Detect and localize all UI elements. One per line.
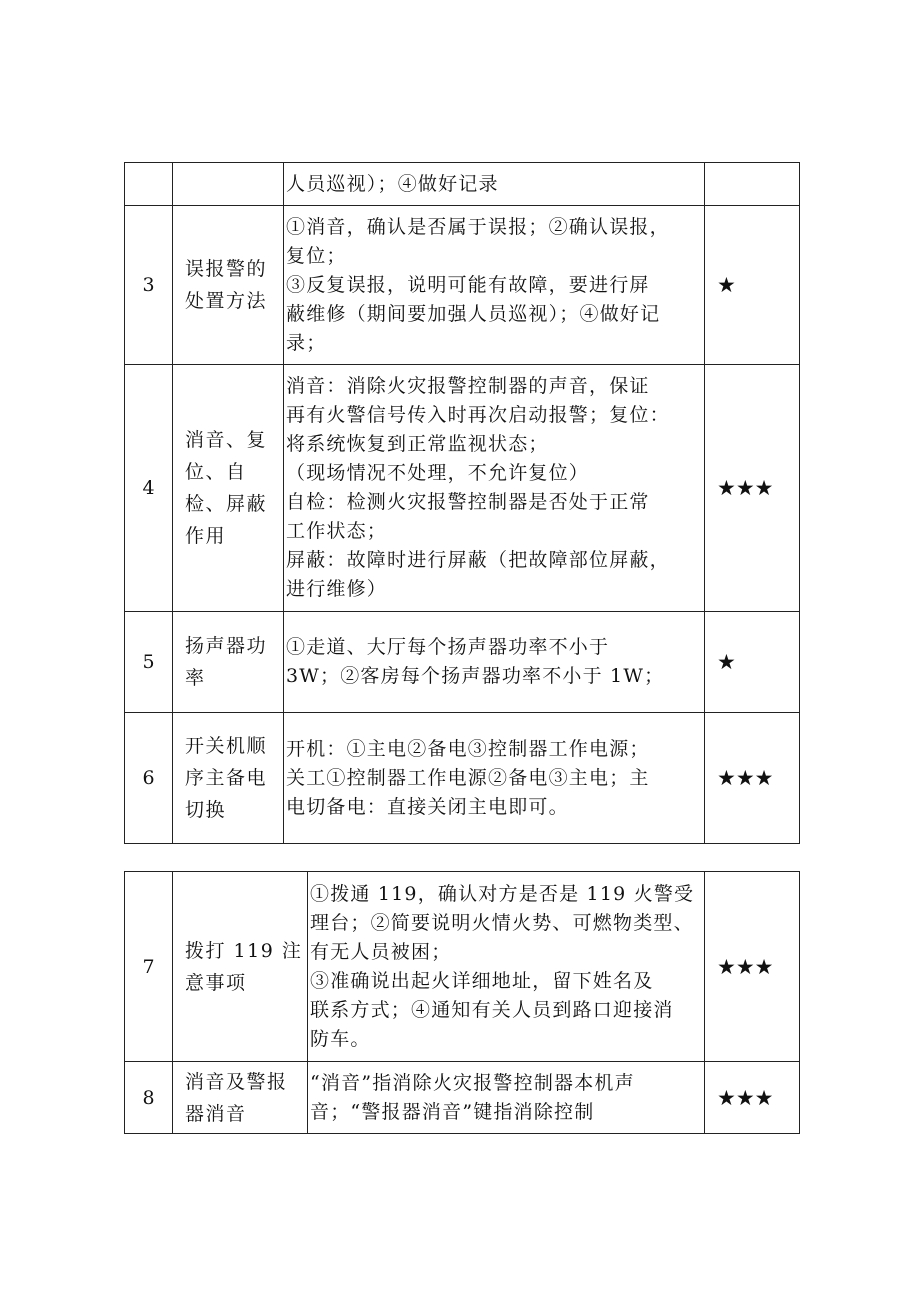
row-item [173,163,284,206]
content-line: 3W；②客房每个扬声器功率不小于 1W； [286,665,665,687]
row-content [284,206,705,365]
content-line: 蔽维修（期间要加强人员巡视）；④做好记 [286,302,661,325]
standards-table-part-2 [124,871,800,1134]
importance-stars: ★★★ [705,872,800,1062]
row-number: 7 [125,872,173,1062]
content-line: 工作状态； [286,520,388,542]
row-number: 8 [125,1062,173,1134]
content-line: 防车。 [310,1027,371,1050]
content-line: 录； [286,331,327,354]
row-content [308,1062,705,1134]
importance-stars: ★★★ [705,1062,800,1134]
content-line: 电切备电：直接关闭主电即可。 [286,795,569,818]
row-item: 拨打 119 注意事项 [173,872,308,1062]
table-row [125,365,800,612]
content-line: ①走道、大厅每个扬声器功率不小于 [286,636,610,658]
content-line: 再有火警信号传入时再次启动报警；复位： [286,404,670,426]
importance-stars: ★★★ [705,713,800,844]
content-line: 人员巡视）；④做好记录 [286,172,499,195]
row-number: 4 [125,365,173,612]
row-item: 开关机顺序主备电切换 [173,713,284,844]
content-line: （现场情况不处理，不允许复位） [286,462,590,484]
content-line: 屏蔽：故障时进行屏蔽（把故障部位屏蔽， [286,549,670,571]
row-number: 6 [125,713,173,844]
content-line: 复位； [286,244,347,267]
importance-stars: ★ [705,612,800,713]
content-line: “消音”指消除火灾报警控制器本机声 [310,1071,635,1094]
table-row [125,872,800,1062]
content-line: 音；“警报器消音”键指消除控制 [310,1100,595,1123]
row-item: 消音、复位、自检、屏蔽作用 [173,365,284,612]
content-line: 开机：①主电②备电③控制器工作电源； [286,737,650,760]
row-content [284,365,705,612]
content-line: 将系统恢复到正常监视状态； [286,433,549,455]
row-content [308,872,705,1062]
content-line: ①消音，确认是否属于误报；②确认误报， [286,215,670,238]
content-line: ①拨通 119，确认对方是否是 119 火警受 [310,882,695,905]
importance-stars: ★ [705,206,800,365]
content-line: 关工①控制器工作电源②备电③主电；主 [286,766,650,789]
table-row [125,713,800,844]
content-line: ③反复误报，说明可能有故障，要进行屏 [286,273,650,296]
table-row [125,1062,800,1134]
row-content [284,163,705,206]
row-content [284,713,705,844]
content-line: ③准确说出起火详细地址，留下姓名及 [310,969,654,992]
table-row [125,206,800,365]
row-item: 扬声器功率 [173,612,284,713]
importance-stars [705,163,800,206]
content-line: 进行维修） [286,578,388,600]
row-number: 3 [125,206,173,365]
table-row [125,163,800,206]
importance-stars: ★★★ [705,365,800,612]
row-item: 误报警的处置方法 [173,206,284,365]
row-number [125,163,173,206]
content-line: 自检：检测火灾报警控制器是否处于正常 [286,491,650,513]
row-content [284,612,705,713]
content-line: 消音：消除火灾报警控制器的声音，保证 [286,375,650,397]
content-line: 联系方式；④通知有关人员到路口迎接消 [310,998,674,1021]
content-line: 有无人员被困； [310,940,452,963]
row-item: 消音及警报器消音 [173,1062,308,1134]
standards-table-part-1 [124,162,800,844]
table-row [125,612,800,713]
row-number: 5 [125,612,173,713]
content-line: 理台；②简要说明火情火势、可燃物类型、 [310,911,694,934]
